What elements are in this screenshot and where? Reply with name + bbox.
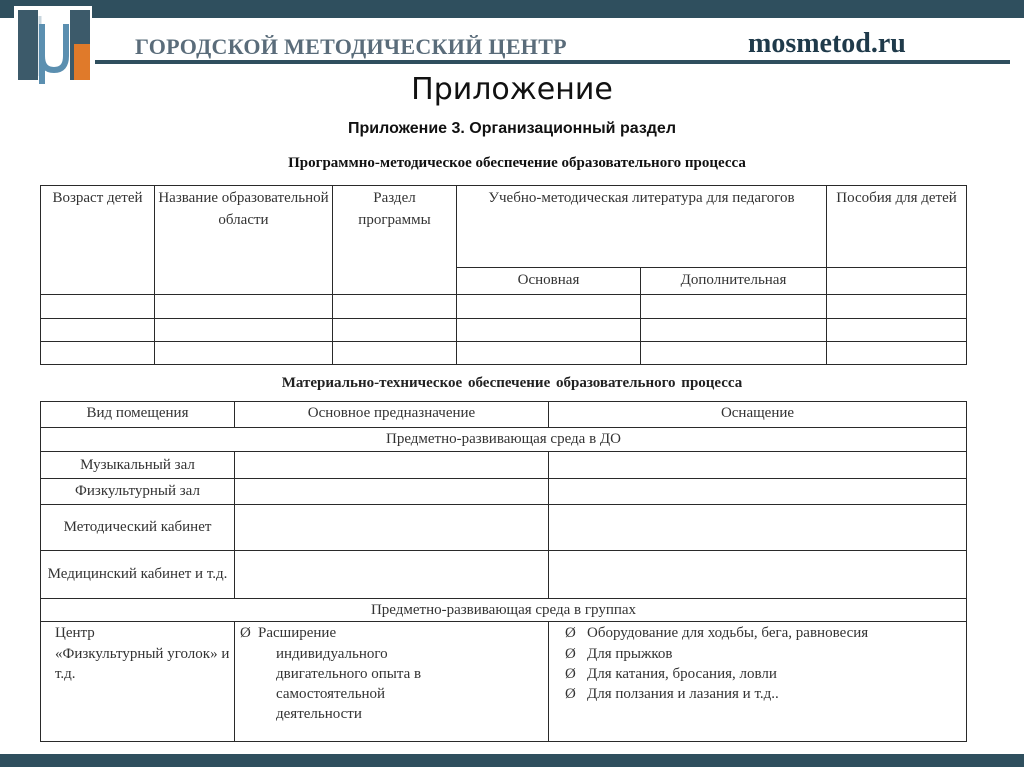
header-age: Возраст детей <box>41 186 155 295</box>
equipment-list <box>563 623 963 704</box>
site-link[interactable]: mosmetod.ru <box>748 28 906 59</box>
bottom-bar <box>0 754 1024 767</box>
program-methodical-table <box>40 185 967 365</box>
center-line2: «Физкультурный уголок» и т.д. <box>55 645 230 682</box>
table-row <box>41 505 967 551</box>
header-main: Основная <box>457 268 641 295</box>
table-row <box>41 622 967 742</box>
empty-cell <box>641 318 827 341</box>
empty-cell <box>827 341 967 364</box>
section-groups: Предметно-развивающая среда в группах <box>41 599 967 622</box>
empty-cell <box>827 294 967 318</box>
list-item <box>240 623 545 643</box>
header-area: Название образовательной области <box>155 186 333 295</box>
empty-cell <box>549 479 967 505</box>
empty-cell <box>41 341 155 364</box>
empty-cell <box>155 341 333 364</box>
header-aids: Пособия для детей <box>827 186 967 268</box>
top-bar <box>0 0 1024 18</box>
purpose-list <box>238 623 545 724</box>
list-item <box>240 684 545 704</box>
empty-cell <box>457 341 641 364</box>
empty-cell <box>827 268 967 295</box>
purpose-text: Расширение <box>258 625 337 642</box>
table1-caption: Программно-методическое обеспечение образовательного процесса <box>288 155 746 171</box>
room-music-hall: Музыкальный зал <box>41 452 235 479</box>
header-additional: Дополнительная <box>641 268 827 295</box>
empty-cell <box>641 294 827 318</box>
list-item <box>240 704 545 724</box>
bullet-mark-icon: Ø <box>565 625 576 642</box>
empty-cell <box>457 294 641 318</box>
bullet-mark-icon: Ø <box>565 686 576 702</box>
section-do: Предметно-развивающая среда в ДО <box>41 428 967 452</box>
header-divider <box>95 60 1010 64</box>
empty-cell <box>41 294 155 318</box>
header-equipment: Оснащение <box>549 402 967 428</box>
table-row <box>41 318 967 341</box>
center-cell <box>41 622 235 742</box>
empty-cell <box>333 341 457 364</box>
room-method-office: Методический кабинет <box>41 505 235 551</box>
list-item <box>565 664 963 684</box>
list-item <box>565 684 963 704</box>
list-item <box>240 644 545 664</box>
equipment-text: Оборудование для ходьбы, бега, равновесия <box>587 625 869 642</box>
bullet-mark-icon: Ø <box>240 625 251 642</box>
header-section: Раздел программы <box>333 186 457 295</box>
empty-cell <box>549 551 967 599</box>
empty-cell <box>457 318 641 341</box>
bullet-mark-icon: Ø <box>565 665 576 682</box>
empty-cell <box>827 318 967 341</box>
purpose-text: деятельности <box>276 706 362 723</box>
empty-cell <box>235 551 549 599</box>
equipment-text: Для прыжков <box>587 645 673 662</box>
table-row <box>41 479 967 505</box>
equipment-cell <box>549 622 967 742</box>
empty-cell <box>235 452 549 479</box>
list-item <box>240 664 545 684</box>
equipment-text: Для ползания и лазания и т.д.. <box>587 686 779 702</box>
empty-cell <box>333 294 457 318</box>
purpose-text: самостоятельной <box>276 686 386 702</box>
bullet-mark-icon: Ø <box>565 645 576 662</box>
table-row <box>41 294 967 318</box>
purpose-text: двигательного опыта в <box>276 665 422 682</box>
empty-cell <box>41 318 155 341</box>
center-line1: Центр <box>55 625 95 642</box>
table-row <box>41 551 967 599</box>
room-medical-office: Медицинский кабинет и т.д. <box>41 551 235 599</box>
empty-cell <box>235 505 549 551</box>
slide-title: Приложение <box>411 72 613 107</box>
equipment-text: Для катания, бросания, ловли <box>587 665 777 682</box>
table2-caption: Материально-техническое обеспечение образовательного процесса <box>281 375 743 391</box>
empty-cell <box>549 452 967 479</box>
room-sport-hall: Физкультурный зал <box>41 479 235 505</box>
list-item <box>565 644 963 664</box>
table-row <box>41 452 967 479</box>
material-technical-table <box>40 401 967 742</box>
subtitle: Приложение 3. Организационный раздел <box>348 120 676 137</box>
header-room-type: Вид помещения <box>41 402 235 428</box>
empty-cell <box>155 294 333 318</box>
empty-cell <box>235 479 549 505</box>
table-row <box>41 341 967 364</box>
list-item <box>565 623 963 643</box>
header-purpose: Основное предназначение <box>235 402 549 428</box>
empty-cell <box>641 341 827 364</box>
header-literature: Учебно-методическая литература для педагогов <box>457 186 827 268</box>
empty-cell <box>549 505 967 551</box>
purpose-cell <box>235 622 549 742</box>
empty-cell <box>333 318 457 341</box>
org-title: ГОРОДСКОЙ МЕТОДИЧЕСКИЙ ЦЕНТР <box>135 34 567 59</box>
empty-cell <box>155 318 333 341</box>
purpose-text: индивидуального <box>276 645 388 662</box>
